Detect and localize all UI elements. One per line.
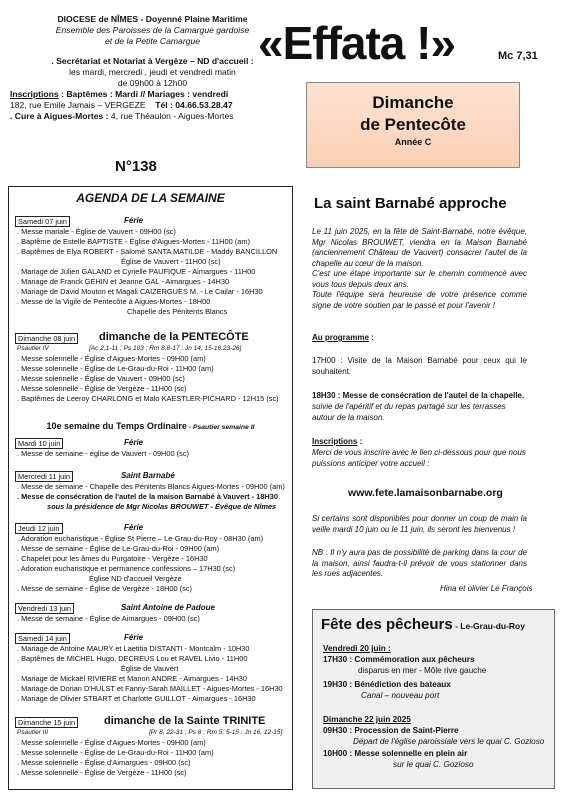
fishermen-line: disparus en mer - Môle rive gauche: [358, 666, 487, 675]
programme-item-1: 17H00 : Visite de la Maison Barnabé pour ceux qui le souhaitent.: [312, 356, 527, 376]
signature: Hina et olivier Le François: [440, 584, 533, 593]
fishermen-line: 17H30 : Commémoration aux pêcheurs: [323, 655, 475, 664]
agenda-line: Église de Vauvert - 11H00 (sc): [121, 257, 221, 266]
horaires-line-1: les mardi, mercredi , jeudi et vendredi matin: [69, 67, 236, 77]
agenda-line: . Mariage de Franck GEHIN et Jeanne GAL - Aimargues - 14H30: [17, 277, 230, 286]
psautier: Psautier III: [17, 729, 49, 736]
fishermen-line: 10H00 : Messe solennelle en plein air: [323, 749, 468, 758]
ensemble-line-2: et de la Petite Camargue: [104, 36, 201, 46]
agenda-line: . Messe solennelle - Église de Le-Grau-du-Roi - 11H00 (am): [17, 748, 214, 757]
agenda-line: . Messe de semaine - Chapelle des Pénitents Blancs Aigues-Mortes - 09H00 (am): [17, 482, 285, 491]
feast-label: Férie: [124, 523, 144, 532]
barnabe-paragraph: C'est une étape importante sur le chemin commencé avec vous tous depuis deux ans.: [312, 269, 527, 289]
agenda-line: Église de Vauvert: [121, 664, 179, 673]
barnabe-paragraph: Le 11 juin 2025, en la fête de Saint-Barnabé, notre évêque, Mgr Nicolas BROUWET, viendra en la Maison Barnabé (anciennement Château de Vauvert) consacrer l'autel de la chapelle au cœur de la maison.: [312, 227, 527, 268]
masthead-title: «Effata !»: [258, 17, 456, 69]
agenda-line: . Mariage de Julien GALAND et Cyrielle PAUFIQUE - Aimargues - 11H00: [17, 267, 256, 276]
agenda-title: AGENDA DE LA SEMAINE: [76, 191, 225, 205]
agenda-line: . Messe de semaine - Église de Le-Grau-du-Roi - 09H00 (am): [17, 544, 220, 553]
fishermen-sunday-label: Dimanche 22 juin 2025: [323, 715, 411, 724]
ensemble-line-1: Ensemble des Paroisses de la Camargue gardoise: [55, 25, 250, 35]
feast-label: Férie: [124, 633, 144, 642]
agenda-line: Chapelle des Pénitents Blancs: [127, 307, 228, 316]
readings: [Ac 2,1-11 ; Ps 103 ; Rm 8,8-17 ; Jn 14, 15-16.23-26]: [89, 345, 242, 352]
fishermen-line: 19H30 : Bénédiction des bateaux: [323, 680, 451, 689]
fishermen-line: 09H30 : Procession de Saint-Pierre: [323, 726, 459, 735]
fishermen-festival-box: [312, 609, 555, 789]
barnabe-title: La saint Barnabé approche: [314, 195, 507, 212]
agenda-line: . Messe mariale - Église de Vauvert - 09H00 (sc): [17, 227, 176, 236]
agenda-line: . Messe solennelle - Église d'Aigues-Mortes - 09H00 (am): [17, 738, 206, 747]
agenda-line: . Messe de semaine - Église de Vergèze - 18H00 (sc): [17, 584, 192, 593]
agenda-line: . Messe solennelle - Église de Le-Grau-du-Roi - 11H00 (am): [17, 364, 214, 373]
agenda-line: Église ND d'accueil Vergèze: [89, 574, 182, 583]
liturgical-year: Année C: [394, 137, 432, 147]
feast-label: Férie: [124, 438, 144, 447]
barnabe-intro: [312, 227, 527, 311]
agenda-line: . Adoration eucharistique - Église St Pierre – Le-Grau-du-Roy - 08H30 (am): [17, 534, 264, 543]
volunteers-text: Si certains sont disponibles pour donner un coup de main la veille mardi 10 juin ou le 11 juin, ils seront les bienvenus !: [312, 514, 527, 534]
feast-label: Saint Antoine de Padoue: [121, 603, 215, 612]
diocese-line: DIOCESE de NÎMES - Doyenné Plaine Maritime: [57, 14, 248, 24]
agenda-line: . Messe de consécration de l'autel de la maison Barnabé à Vauvert - 18H30: [17, 492, 278, 501]
agenda-line: . Mariage de Mickaël RIVIERE et Manon ANDRE - Aimargues - 14H30: [17, 674, 248, 683]
registration-link[interactable]: www.fete.lamaisonbarnabe.org: [348, 487, 503, 499]
horaires-line-2: de 09h00 à 12h00: [117, 78, 188, 88]
fishermen-line: Départ de l'église paroissiale vers le quai C. Gozioso: [353, 737, 545, 746]
date-tag: Mercredi 11 juin: [15, 471, 73, 482]
psautier: Psautier IV: [17, 345, 49, 352]
agenda-line: . Messe de semaine - église de Vauvert - 09H00 (sc): [17, 449, 189, 458]
agenda-line: . Mariage de Dorian D'HULST et Fanny-Sarah MAILLET - Aigues-Mortes - 16H30: [17, 684, 283, 693]
agenda-line: . Messe solennelle - Église de Vergèze - 11H00 (sc): [17, 384, 187, 393]
agenda-line: . Baptêmes de Elya ROBERT - Salomé SANTA MATILDE - Maddy BANCILLON: [17, 247, 278, 256]
cure-line: . Cure à Aigues-Mortes : 4, rue Théaulon - Aigues-Mortes: [10, 111, 234, 121]
readings: [Pr 8, 22-31 ; Ps 8 ; Rm 5, 5-15 ; Jn 16, 12-15]: [149, 729, 283, 736]
parish-header: [10, 14, 295, 122]
agenda-line: . Baptême de Estelle BAPTISTE - Église d'Aigues-Mortes - 11H00 (am): [17, 237, 250, 246]
address-line: 182, rue Emile Jamais – VERGEZE Tél : 04.66.53.28.47: [10, 100, 233, 110]
barnabe-paragraph: Toute l'équipe sera heureuse de votre présence comme signe de votre soutien par le passé et pour l'avenir !: [312, 290, 527, 310]
day-line-1: Dimanche: [372, 93, 454, 112]
agenda-line: . Messe solennelle - Église d'Aimargues - 09H00 (sc): [17, 758, 191, 767]
agenda-line: . Baptêmes de MICHEL Hugo, DECREUS Lou et RAVEL Livio - 11H00: [17, 654, 248, 663]
programme-item-2: 18H30 : Messe de consécration de l'autel de la chapelle.: [312, 391, 525, 400]
agenda-line: . Baptêmes de Leeroy CHARLONG et Malo KAESTLER-PICHARD - 12H15 (sc): [17, 394, 279, 403]
date-tag: Samedi 07 juin: [15, 216, 70, 227]
inscriptions-line: Inscriptions : Baptêmes : Mardi // Mariages : vendredi: [10, 89, 229, 99]
agenda-line: . Messe solennelle - Église d'Aigues-Mortes - 09H00 (am): [17, 354, 206, 363]
fishermen-friday-label: Vendredi 20 juin :: [323, 644, 391, 653]
liturgical-day-box: [306, 82, 520, 168]
fishermen-line: Canal – nouveau port: [361, 691, 440, 700]
agenda-line: . Mariage de Antoine MAURY et Laetitia DISTANTI - Montcalm - 10H30: [17, 644, 250, 653]
date-tag: Dimanche 15 juin: [15, 717, 78, 728]
issue-number: N°138: [115, 158, 157, 175]
fishermen-title: Fête des pêcheurs - Le-Grau-du-Roy: [321, 616, 525, 633]
agenda-line: . Messe solennelle - Église de Vauvert - 09H00 (sc): [17, 374, 185, 383]
programme-label: Au programme :: [312, 333, 374, 342]
agenda-line: . Messe de semaine - Église de Aimargues - 09H00 (sc): [17, 614, 200, 623]
agenda-line: . Mariage de Olivier STBART et Charlotte GUILLOT - Aimargues - 16H30: [17, 694, 256, 703]
ordinary-time-heading: 10e semaine du Temps Ordinaire - Psautier semaine II: [46, 421, 255, 431]
date-tag: Samedi 14 juin: [15, 633, 70, 644]
feast-label: Férie: [124, 216, 144, 225]
date-tag: Jeudi 12 juin: [15, 523, 63, 534]
parking-note: NB : Il n'y aura pas de possibilité de parking dans la cour de la maison, ainsi faudra-t-il prévoir de vous stationner dans les rues adjacentes.: [312, 548, 527, 578]
date-tag: Mardi 10 juin: [15, 438, 63, 449]
fishermen-line: sur le quai C. Gozioso: [393, 760, 474, 769]
secretariat-line: . Secrétariat et Notariat à Vergèze – ND d'accueil :: [51, 56, 254, 66]
agenda-line: . Chapelet pour les âmes du Purgatoire - Vergèze - 16H30: [17, 554, 208, 563]
feast-label: dimanche de la Sainte TRINITE: [104, 715, 266, 727]
agenda-line: . Messe solennelle - Église de Vergèze - 11H00 (sc): [17, 768, 187, 777]
inscriptions-label: Inscriptions :: [312, 437, 363, 446]
masthead-reference: Mc 7,31: [498, 50, 538, 62]
inscriptions-text: Merci de vous inscrire avec le lien ci-dessous pour que nous puissions anticiper votre accueil :: [312, 448, 526, 468]
agenda-line: . Messe de la Vigile de Pentecôte à Aigues-Mortes - 18H00: [17, 297, 211, 306]
agenda-box: [8, 186, 293, 790]
agenda-line: sous la présidence de Mgr Nicolas BROUWET - Évêque de Nîmes: [47, 502, 277, 511]
programme-item-3: suivie de l'apéritif et du repas partagé sur les terrasses autour de la maison.: [312, 402, 506, 422]
agenda-line: . Mariage de David Mouton et Magali CAIZERGUES M. - Le Cailar - 16H30: [17, 287, 263, 296]
date-tag: Vendredi 13 juin: [15, 603, 74, 614]
feast-label: dimanche de la PENTECÔTE: [99, 331, 249, 343]
day-line-2: de Pentecôte: [360, 115, 466, 134]
date-tag: Dimanche 08 juin: [15, 333, 78, 344]
agenda-line: . Adoration eucharistique et permanence confessions – 17H30 (sc): [17, 564, 236, 573]
feast-label: Saint Barnabé: [121, 471, 175, 480]
